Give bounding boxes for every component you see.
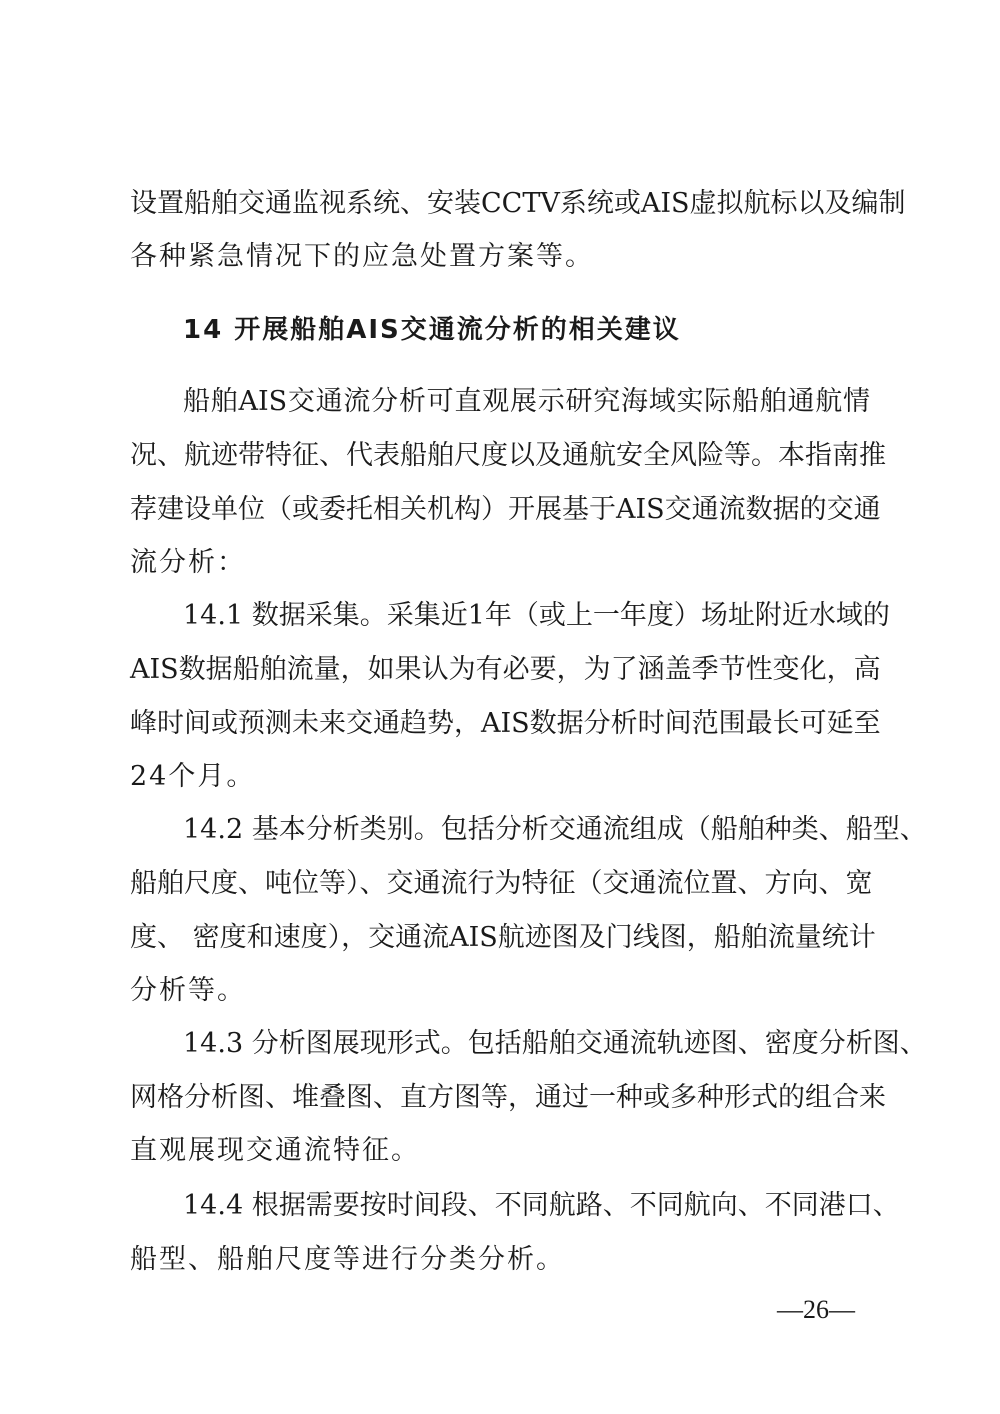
- paragraph-line: 各种紧急情况下的应急处置方案等。: [130, 241, 594, 272]
- paragraph-line: 14.2 基本分析类别。包括分析交通流组成（船舶种类、船型、: [183, 814, 927, 845]
- paragraph-line: 流分析：: [130, 547, 246, 578]
- paragraph-line: 峰时间或预测未来交通趋势，AIS数据分析时间范围最长可延至: [130, 708, 881, 739]
- paragraph-line: 设置船舶交通监视系统、安装CCTV系统或AIS虚拟航标以及编制: [130, 188, 906, 219]
- paragraph-line: 14.1 数据采集。采集近1年（或上一年度）场址附近水域的: [183, 600, 890, 631]
- paragraph-line: 14.3 分析图展现形式。包括船舶交通流轨迹图、密度分析图、: [183, 1028, 927, 1059]
- paragraph-line: 24个月。: [130, 761, 256, 792]
- section-heading: 14 开展船舶AIS交通流分析的相关建议: [183, 315, 681, 345]
- paragraph-line: 况、航迹带特征、代表船舶尺度以及通航安全风险等。本指南推: [130, 440, 886, 471]
- paragraph-line: 船舶尺度、吨位等）、交通流行为特征（交通流位置、方向、宽: [130, 868, 873, 899]
- paragraph-line: 船舶AIS交通流分析可直观展示研究海域实际船舶通航情: [183, 386, 870, 417]
- paragraph-line: 荐建设单位（或委托相关机构）开展基于AIS交通流数据的交通: [130, 494, 881, 525]
- paragraph-line: 14.4 根据需要按时间段、不同航路、不同航向、不同港口、: [183, 1190, 900, 1221]
- paragraph-line: 分析等。: [130, 975, 246, 1006]
- page-number: —26—: [777, 1295, 855, 1324]
- paragraph-line: 度、 密度和速度），交通流AIS航迹图及门线图，船舶流量统计: [130, 922, 876, 953]
- paragraph-line: 船型、船舶尺度等进行分类分析。: [130, 1244, 565, 1275]
- paragraph-line: AIS数据船舶流量，如果认为有必要，为了涵盖季节性变化，高: [130, 654, 881, 685]
- paragraph-line: 直观展现交通流特征。: [130, 1135, 420, 1166]
- paragraph-line: 网格分析图、堆叠图、直方图等，通过一种或多种形式的组合来: [130, 1082, 886, 1113]
